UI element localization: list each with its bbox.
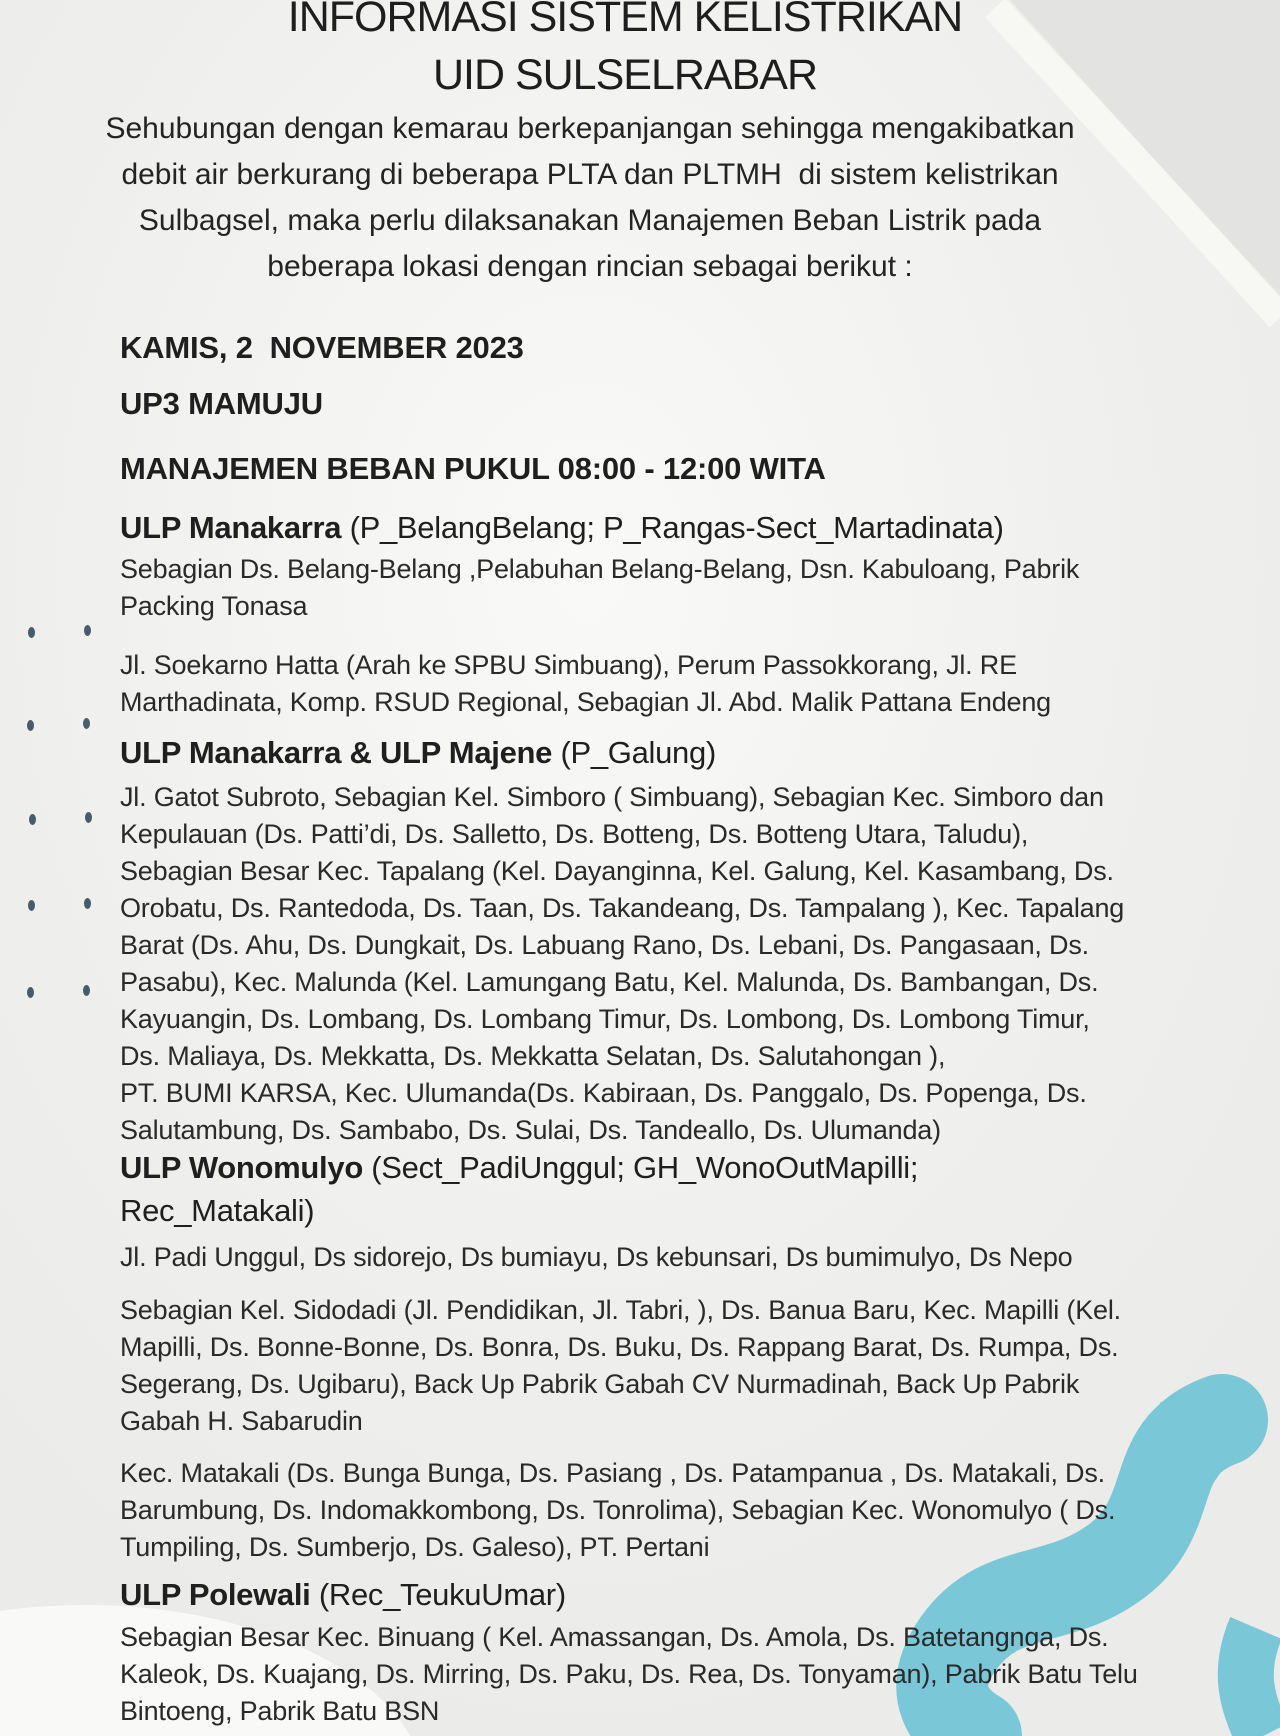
- paragraph-line: Kayuangin, Ds. Lombang, Ds. Lombang Timur, Ds. Lombong, Ds. Lombong Timur,: [120, 1004, 1090, 1034]
- paragraph-line: Bintoeng, Pabrik Batu BSN: [120, 1696, 440, 1726]
- paragraph-line: Kaleok, Ds. Kuajang, Ds. Mirring, Ds. Paku, Ds. Rea, Ds. Tonyaman), Pabrik Batu Telu: [120, 1659, 1138, 1689]
- intro-line: Sehubungan dengan kemarau berkepanjangan sehingga mengakibatkan: [105, 112, 1075, 145]
- paragraph-line: Jl. Padi Unggul, Ds sidorejo, Ds bumiayu, Ds kebunsari, Ds bumimulyo, Ds Nepo: [120, 1242, 1073, 1272]
- margin-dot-mark: [83, 718, 90, 729]
- paragraph-line: Kepulauan (Ds. Patti’di, Ds. Salletto, Ds. Botteng, Ds. Botteng Utara, Taludu),: [120, 819, 1029, 849]
- section-paragraph: [120, 1619, 1138, 1730]
- section-paragraph: [120, 1239, 1073, 1276]
- paragraph-line: Sebagian Ds. Belang-Belang ,Pelabuhan Belang-Belang, Dsn. Kabuloang, Pabrik: [120, 554, 1080, 584]
- paragraph-line: Barat (Ds. Ahu, Ds. Dungkait, Ds. Labuang Rano, Ds. Lebani, Ds. Pangasaan, Ds.: [120, 930, 1089, 960]
- section-name: ULP Manakarra: [120, 510, 342, 545]
- section-feeders: (Rec_TeukuUmar): [318, 1577, 566, 1612]
- section-feeders: (P_Galung): [560, 735, 716, 770]
- section-paragraph: [120, 1455, 1115, 1566]
- margin-dot-mark: [27, 987, 34, 998]
- paragraph-line: Sebagian Kel. Sidodadi (Jl. Pendidikan, Jl. Tabri, ), Ds. Banua Baru, Kec. Mapilli (Kel.: [120, 1295, 1121, 1325]
- title-line-1: INFORMASI SISTEM KELISTRIKAN: [287, 0, 963, 41]
- intro-paragraph: [10, 106, 1170, 290]
- margin-dot-mark: [84, 898, 91, 909]
- section-name: ULP Polewali: [120, 1577, 311, 1612]
- section-name: ULP Manakarra & ULP Majene: [120, 735, 553, 770]
- paragraph-line: Mapilli, Ds. Bonne-Bonne, Ds. Bonra, Ds. Buku, Ds. Rappang Barat, Ds. Rumpa, Ds.: [120, 1332, 1119, 1362]
- section-paragraph: [120, 1292, 1121, 1440]
- section-heading-ulp-manakarra-majene: [120, 734, 716, 772]
- margin-dot-mark: [28, 627, 35, 638]
- paragraph-line: Jl. Gatot Subroto, Sebagian Kel. Simboro ( Simbuang), Sebagian Kec. Simboro dan: [120, 782, 1104, 812]
- wave-ribbon-corner: [1246, 1628, 1263, 1736]
- intro-line: beberapa lokasi dengan rincian sebagai berikut :: [267, 250, 913, 283]
- paragraph-line: Gabah H. Sabarudin: [120, 1406, 363, 1436]
- margin-dot-mark: [84, 625, 91, 636]
- paragraph-line: PT. BUMI KARSA, Kec. Ulumanda(Ds. Kabiraan, Ds. Panggalo, Ds. Popenga, Ds.: [120, 1078, 1087, 1108]
- date-heading: KAMIS, 2 NOVEMBER 2023: [120, 330, 524, 365]
- paragraph-line: Jl. Soekarno Hatta (Arah ke SPBU Simbuang), Perum Passokkorang, Jl. RE: [120, 650, 1017, 680]
- section-heading-ulp-polewali: [120, 1576, 566, 1614]
- paragraph-line: Ds. Maliaya, Ds. Mekkatta, Ds. Mekkatta Selatan, Ds. Salutahongan ),: [120, 1041, 946, 1071]
- unit-heading: UP3 MAMUJU: [120, 386, 323, 421]
- section-paragraph: [120, 779, 1124, 1149]
- paragraph-line: Orobatu, Ds. Rantedoda, Ds. Taan, Ds. Takandeang, Ds. Tampalang ), Kec. Tapalang: [120, 893, 1125, 923]
- margin-dot-mark: [28, 900, 35, 911]
- title-line-2: UID SULSELRABAR: [432, 51, 818, 99]
- section-paragraph: [120, 551, 1079, 625]
- paragraph-line: Sebagian Besar Kec. Binuang ( Kel. Amassangan, Ds. Amola, Ds. Batetangnga, Ds.: [120, 1622, 1109, 1652]
- paragraph-line: Pasabu), Kec. Malunda (Kel. Lamungang Batu, Kel. Malunda, Ds. Bambangan, Ds.: [120, 967, 1099, 997]
- margin-dot-mark: [83, 985, 90, 996]
- intro-line: Sulbagsel, maka perlu dilaksanakan Manajemen Beban Listrik pada: [138, 204, 1042, 237]
- margin-dot-mark: [27, 720, 34, 731]
- section-heading-ulp-wonomulyo: [120, 1149, 918, 1187]
- paragraph-line: Barumbung, Ds. Indomakkombong, Ds. Tonrolima), Sebagian Kec. Wonomulyo ( Ds.: [120, 1495, 1116, 1525]
- paragraph-line: Sebagian Besar Kec. Tapalang (Kel. Dayanginna, Kel. Galung, Kel. Kasambang, Ds.: [120, 856, 1114, 886]
- paragraph-line: Marthadinata, Komp. RSUD Regional, Sebagian Jl. Abd. Malik Pattana Endeng: [120, 687, 1051, 717]
- section-heading-ulp-manakarra: [120, 509, 1004, 547]
- paragraph-line: Segerang, Ds. Ugibaru), Back Up Pabrik Gabah CV Nurmadinah, Back Up Pabrik: [120, 1369, 1080, 1399]
- section-feeders: (Sect_PadiUnggul; GH_WonoOutMapilli;: [371, 1150, 919, 1185]
- section-feeders-continued: Rec_Matakali): [120, 1193, 315, 1228]
- load-management-heading: MANAJEMEN BEBAN PUKUL 08:00 - 12:00 WITA: [120, 451, 826, 486]
- section-paragraph: [120, 647, 1051, 721]
- intro-line: debit air berkurang di beberapa PLTA dan PLTMH di sistem kelistrikan: [121, 158, 1059, 191]
- document-title: [0, 0, 1250, 104]
- paragraph-line: Salutambung, Ds. Sambabo, Ds. Sulai, Ds. Tandeallo, Ds. Ulumanda): [120, 1115, 941, 1145]
- section-feeders: (P_BelangBelang; P_Rangas-Sect_Martadinata): [349, 510, 1004, 545]
- paragraph-line: Packing Tonasa: [120, 591, 308, 621]
- paragraph-line: Tumpiling, Ds. Sumberjo, Ds. Galeso), PT. Pertani: [120, 1532, 710, 1562]
- paragraph-line: Kec. Matakali (Ds. Bunga Bunga, Ds. Pasiang , Ds. Patampanua , Ds. Matakali, Ds.: [120, 1458, 1105, 1488]
- margin-dot-mark: [29, 814, 36, 825]
- margin-dot-mark: [85, 812, 92, 823]
- section-name: ULP Wonomulyo: [120, 1150, 363, 1185]
